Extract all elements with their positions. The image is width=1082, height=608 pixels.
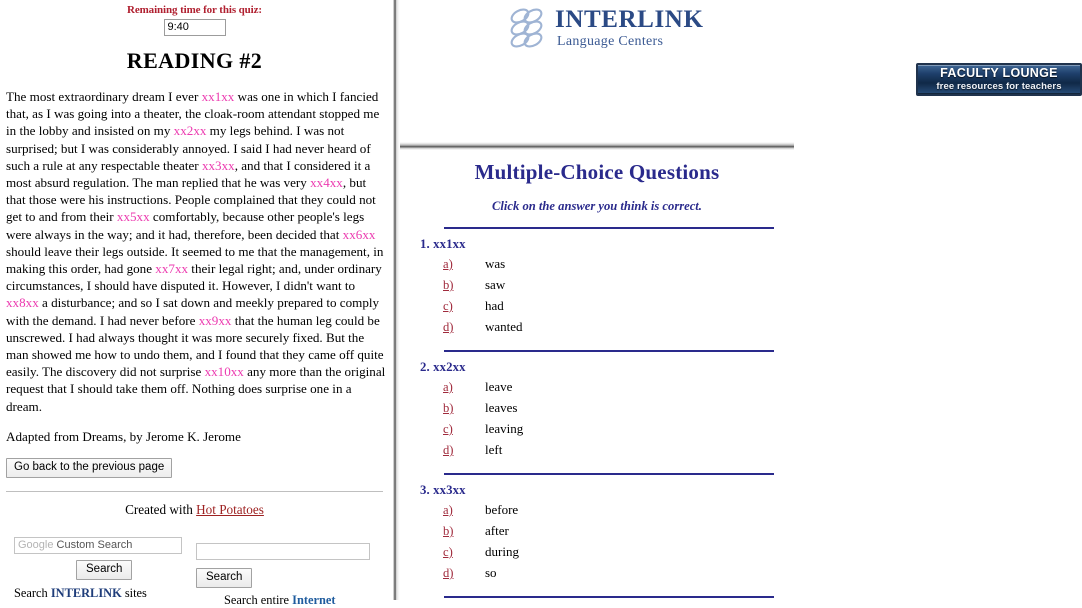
faculty-lounge-banner[interactable] (916, 63, 1082, 96)
answer-option-row[interactable] (416, 542, 778, 562)
internet-search-input[interactable] (196, 543, 370, 560)
question-block (416, 360, 778, 460)
google-cse-input[interactable] (14, 537, 182, 554)
footer-divider (6, 491, 383, 492)
cse-caption (14, 586, 147, 601)
answer-option-link[interactable]: b) (443, 524, 454, 538)
answer-option-row[interactable] (416, 317, 778, 337)
answer-option-text: leave (485, 379, 513, 394)
logo-wordmark (555, 7, 704, 49)
passage-text-run: was one in which I fancied that, as I was going into a theater, the cloak-room attendant stopped me in the lobby and insisted on my (6, 89, 380, 139)
reading-passage (6, 88, 388, 415)
question-block (416, 483, 778, 583)
answer-option-text: saw (485, 277, 506, 292)
question-block (416, 237, 778, 337)
answer-option-row[interactable] (416, 419, 778, 439)
answer-option-link[interactable]: a) (443, 503, 453, 517)
go-back-button[interactable]: Go back to the previous page (6, 458, 172, 478)
answer-option-link[interactable]: c) (443, 545, 453, 559)
answer-option-text: after (485, 523, 509, 538)
passage-text-run: my legs behind. I was not surprised; but I was considerably annoyed. I said I had never heard of such a rule at any respectable theater (6, 123, 371, 173)
logo-sub-text: Language Centers (557, 34, 664, 49)
banner-subtitle: free resources for teachers (936, 81, 1062, 92)
reading-frame (0, 0, 391, 608)
answer-option-link[interactable]: b) (443, 278, 454, 292)
passage-blank-token: xx10xx (204, 364, 244, 380)
passage-blank-token: xx7xx (155, 261, 189, 277)
net-caption-prefix: Search entire (224, 593, 293, 608)
answer-option-text: leaves (485, 400, 518, 415)
question-divider (444, 473, 774, 475)
answer-option-row[interactable] (416, 521, 778, 541)
answer-option-link[interactable]: a) (443, 257, 453, 271)
branding-frame (400, 0, 1062, 142)
internet-search-button[interactable]: Search (196, 568, 252, 588)
answer-option-text: was (485, 256, 506, 271)
net-caption-brand: Internet (292, 593, 336, 608)
answer-option-row[interactable] (416, 254, 778, 274)
passage-text-run: any more than the original request that I should take them off. Nothing does surprise one in a dream. (6, 364, 386, 414)
answer-option-link[interactable]: c) (443, 422, 453, 436)
questions-list (416, 227, 778, 598)
passage-text-run: should leave their legs outside. It seemed to me that the management, in making this order, had gone (6, 243, 384, 277)
answer-option-row[interactable] (416, 296, 778, 316)
answer-option-text: during (485, 544, 519, 559)
passage-blank-token: xx4xx (310, 175, 343, 191)
passage-text-run: , but that those were his instructions. People complained that they could not get to and from their (6, 175, 376, 225)
answer-option-row[interactable] (416, 440, 778, 460)
passage-text-run: a disturbance; and so I sat down and meekly prepared to comply with the demand. I had never before (6, 295, 380, 328)
answer-option-text: before (485, 502, 519, 517)
question-stem: 1. xx1xx (420, 237, 466, 251)
logo-main-text: INTERLINK (555, 6, 704, 33)
search-area (4, 537, 385, 607)
answer-option-row[interactable] (416, 398, 778, 418)
answer-option-link[interactable]: c) (443, 299, 453, 313)
passage-blank-token: xx5xx (116, 209, 150, 225)
passage-blank-token: xx1xx (201, 89, 235, 104)
cse-placeholder-rest: Custom Search (53, 539, 133, 552)
internet-search-caption (224, 593, 335, 608)
cse-caption-prefix: Search (14, 586, 51, 601)
faculty-lounge-button[interactable] (916, 63, 1082, 96)
questions-heading: Multiple-Choice Questions (474, 160, 720, 184)
answer-option-link[interactable]: a) (443, 380, 453, 394)
question-divider (444, 596, 774, 598)
quiz-timer (4, 0, 385, 36)
page-title: READING #2 (126, 48, 263, 73)
answer-option-text: so (485, 565, 497, 580)
passage-text-run: , and that I considered it a most absurd regulation. The man replied that he was very (6, 157, 371, 191)
answer-option-text: left (485, 442, 503, 457)
created-with-line (4, 502, 385, 518)
passage-text-run: that the human leg could be unscrewed. I had always thought it was more securely fixed. But the man showed me how to undo them, and I found that they came off quite easily. The discovery did not surprise (6, 312, 384, 380)
passage-source: Adapted from Dreams, by Jerome K. Jerome (6, 428, 241, 444)
answer-option-text: wanted (485, 319, 523, 334)
cse-caption-brand: INTERLINK (50, 586, 122, 601)
questions-frame (400, 150, 794, 600)
vertical-frame-divider[interactable] (391, 0, 400, 600)
answer-option-link[interactable]: d) (443, 443, 454, 457)
question-divider (444, 227, 774, 229)
passage-blank-token: xx3xx (201, 157, 235, 173)
question-stem: 3. xx3xx (420, 483, 466, 497)
answer-option-row[interactable] (416, 500, 778, 520)
answer-option-row[interactable] (416, 275, 778, 295)
timer-label: Remaining time for this quiz: (126, 4, 262, 16)
passage-text-run: their legal right; and, under ordinary circumstances, I should have disputed it. However, I didn't want to (6, 261, 382, 294)
passage-blank-token: xx6xx (342, 226, 376, 242)
question-divider (444, 350, 774, 352)
answer-option-row[interactable] (416, 377, 778, 397)
answer-option-text: had (485, 298, 504, 313)
passage-blank-token: xx9xx (198, 312, 232, 328)
answer-option-row[interactable] (416, 563, 778, 583)
created-with-prefix: Created with (125, 502, 197, 518)
passage-text-run: comfortably, because other people's legs were always in the way; and it had, therefore, been decided that (6, 209, 365, 242)
banner-title: FACULTY LOUNGE (940, 66, 1058, 80)
answer-option-link[interactable]: d) (443, 566, 454, 580)
timer-value-field[interactable]: 9:40 (164, 19, 226, 36)
swirl-logo-icon (508, 7, 554, 53)
passage-blank-token: xx8xx (6, 295, 39, 311)
interlink-logo[interactable] (508, 7, 704, 53)
answer-option-text: leaving (485, 421, 524, 436)
passage-blank-token: xx2xx (173, 123, 207, 139)
hot-potatoes-link[interactable]: Hot Potatoes (196, 502, 264, 518)
cse-search-button[interactable]: Search (76, 560, 132, 580)
questions-instruction: Click on the answer you think is correct. (492, 199, 702, 213)
cse-caption-suffix: sites (121, 586, 147, 601)
question-stem: 2. xx2xx (420, 360, 466, 374)
horizontal-frame-divider[interactable] (400, 142, 794, 150)
cse-placeholder-google: Google (18, 539, 54, 552)
answer-option-link[interactable]: b) (443, 401, 454, 415)
answer-option-link[interactable]: d) (443, 320, 454, 334)
passage-text-run: The most extraordinary dream I ever (6, 89, 202, 104)
